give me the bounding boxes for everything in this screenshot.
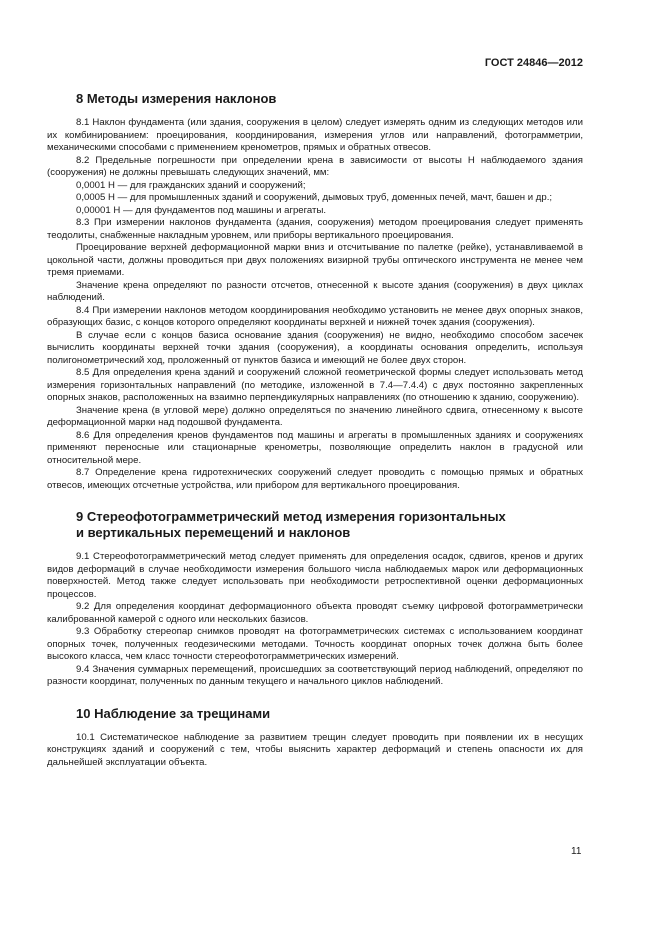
list-item: 0,0001 Н — для гражданских зданий и сооружений; [76,179,306,191]
paragraph-10-1: 10.1 Систематическое наблюдение за развитием трещин следует проводить при появлении их в несущих конструкциях зданий и сооружений с тем, чтобы выяснить характер деформаций и степень опасности их для дальнейшей эксплуатации объекта. [47,731,583,768]
section-10-title: 10 Наблюдение за трещинами [76,705,271,721]
paragraph-9-4: 9.4 Значения суммарных перемещений, происшедших за соответствующий период наблюдений, определяют по разности координат, полученных по данным текущего и начального циклов наблюдений. [47,663,583,687]
section-9-title-line-2: и вертикальных перемещений и наклонов [76,525,351,540]
paragraph-8-2: 8.2 Предельные погрешности при определении крена в зависимости от высоты H наблюдаемого здания (сооружения) не должны превышать следующих значений, мм: [47,154,583,178]
page-number: 11 [571,846,582,857]
paragraph-9-2: 9.2 Для определения координат деформационного объекта проводят съемку цифровой фотограмметрически калиброванной камерой с одного или нескольких базисов. [47,601,583,625]
document-header: ГОСТ 24846—2012 [484,57,583,69]
section-9-title [47,509,583,541]
list-item: 0,00001 Н — для фундаментов под машины и агрегаты. [76,204,327,216]
section-8-title: 8 Методы измерения наклонов [76,91,277,106]
paragraph-9-1: 9.1 Стереофотограмметрический метод следует применять для определения осадок, сдвигов, кренов и других видов деформаций в случае необходимости измерения большого числа наблюдаемых марок или деформационных поверхностей. Метод также следует использовать при необходимости ретроспективной оценки деформационных процессов. [47,551,583,600]
paragraph-9-3: 9.3 Обработку стереопар снимков проводят на фотограмметрических системах с использованием координат опорных точек, полученных геодезическими методами. Точность координат опорных точек должна быть более высокого класса, чем класс точности стереофотограмметрических измерений. [47,626,583,662]
paragraph: Проецирование верхней деформационной марки вниз и отсчитывание по палетке (рейке), устанавливаемой в цокольной части, должны проводиться при двух положениях визирной трубы оптического инструмента не менее чем тремя приемами. [47,242,583,278]
paragraph: Значение крена определяют по разности отсчетов, отнесенной к высоте здания (сооружения) в двух циклах наблюдений. [47,279,583,303]
paragraph-8-3: 8.3 При измерении наклонов фундамента (здания, сооружения) методом проецирования следует применять теодолиты, снабженные накладным уровнем, или приборы вертикального проецирования. [47,217,583,241]
list-item: 0,0005 Н — для промышленных зданий и сооружений, дымовых труб, доменных печей, мачт, башен и др.; [76,192,553,203]
paragraph-8-4: 8.4 При измерении наклонов методом координирования необходимо установить не менее двух опорных знаков, образующих базис, с концов которого определяют координаты верхней и нижней точек здания (сооружения). [47,304,583,328]
paragraph-8-1: 8.1 Наклон фундамента (или здания, сооружения в целом) следует измерять одним из следующих методов или их комбинированием: проецирования, координирования, измерения углов или направлений, фотограмметрии, механическими способами с применением кренометров, прямых и обратных отвесов. [47,117,583,153]
paragraph-8-6: 8.6 Для определения кренов фундаментов под машины и агрегаты в промышленных зданиях и сооружениях применяют переносные или стационарные кренометры, позволяющие определить наклон в градусной или относительной мере. [47,429,583,466]
paragraph-8-7: 8.7 Определение крена гидротехнических сооружений следует проводить с помощью прямых и обратных отвесов, имеющих отсчетные устройства, или прибором для вертикального проецирования. [47,467,583,491]
paragraph: Значение крена (в угловой мере) должно определяться по значению линейного сдвига, отнесенному к высоте деформационной марки над подошвой фундамента. [47,404,583,428]
section-9-title-line-1: 9 Стереофотограмметрический метод измерения горизонтальных [76,509,506,524]
paragraph-8-5: 8.5 Для определения крена зданий и сооружений сложной геометрической формы следует использовать метод измерения горизонтальных направлений (по методике, изложенной в 7.4—7.4.4) с двух постоянно закрепленных опорных знаков, расположенных на взаимно перпендикулярных направлениях (по отношению к зданию, сооружению). [47,367,583,403]
paragraph: В случае если с концов базиса основание здания (сооружения) не видно, необходимо способом засечек вычислить координаты верхней точки здания (сооружения), а координаты основания определить, используя полигонометрический ход, проложенный от пунктов базиса и имеющий не более двух сторон. [47,329,583,366]
